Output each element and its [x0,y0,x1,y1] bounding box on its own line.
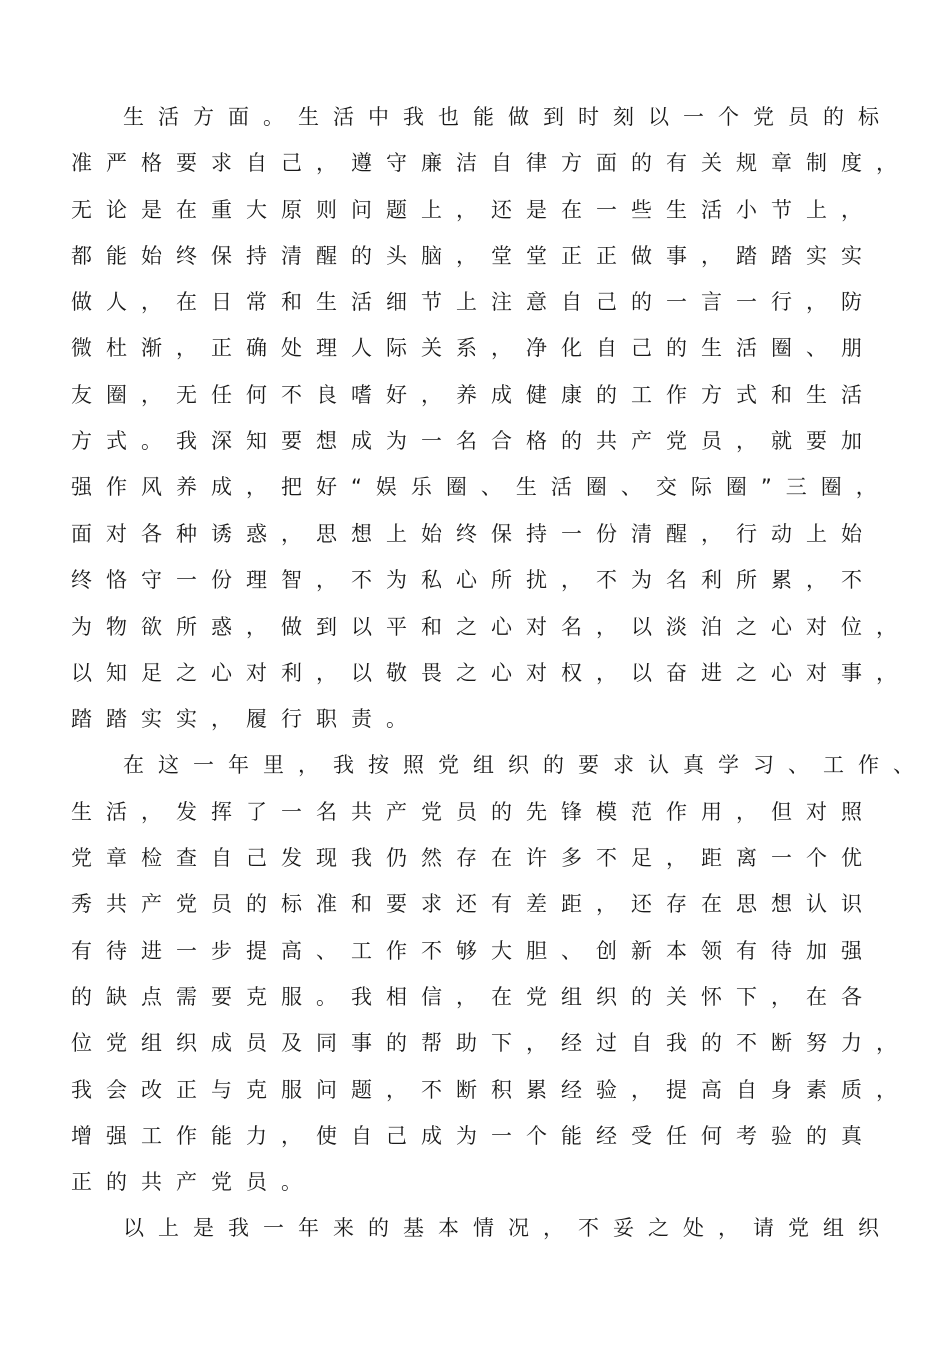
paragraph-line: 党章检查自己发现我仍然存在许多不足，距离一个优 [71,846,876,870]
paragraph-line: 我会改正与克服问题，不断积累经验，提高自身素质， [71,1078,911,1102]
paragraph-line: 做人，在日常和生活细节上注意自己的一言一行，防 [71,290,876,314]
paragraph-line: 的缺点需要克服。我相信，在党组织的关怀下，在各 [71,985,876,1009]
paragraph-line: 在这一年里，我按照党组织的要求认真学习、工作、 [123,753,928,777]
paragraph-line: 友圈，无任何不良嗜好，养成健康的工作方式和生活 [71,383,876,407]
paragraph-line: 秀共产党员的标准和要求还有差距，还存在思想认识 [71,892,876,916]
paragraph-line: 增强工作能力，使自己成为一个能经受任何考验的真 [71,1124,876,1148]
paragraph-line: 都能始终保持清醒的头脑，堂堂正正做事，踏踏实实 [71,244,876,268]
paragraph-line: 终恪守一份理智，不为私心所扰，不为名利所累，不 [71,568,876,592]
paragraph-line: 方式。我深知要想成为一名合格的共产党员，就要加 [71,429,876,453]
paragraph-line: 以上是我一年来的基本情况，不妥之处，请党组织 [123,1216,893,1240]
paragraph-line: 无论是在重大原则问题上，还是在一些生活小节上， [71,198,876,222]
paragraph-line: 强作风养成，把好“娱乐圈、生活圈、交际圈”三圈， [71,475,891,499]
paragraph-line: 面对各种诱惑，思想上始终保持一份清醒，行动上始 [71,522,876,546]
paragraph-line: 微杜渐，正确处理人际关系，净化自己的生活圈、朋 [71,336,876,360]
paragraph-line: 踏踏实实，履行职责。 [71,707,421,731]
paragraph-line: 生活，发挥了一名共产党员的先锋模范作用，但对照 [71,800,876,824]
paragraph-line: 正的共产党员。 [71,1170,316,1194]
paragraph-line: 有待进一步提高、工作不够大胆、创新本领有待加强 [71,939,876,963]
paragraph-line: 生活方面。生活中我也能做到时刻以一个党员的标 [123,105,893,129]
paragraph-line: 以知足之心对利，以敬畏之心对权，以奋进之心对事， [71,661,911,685]
paragraph-line: 为物欲所惑，做到以平和之心对名，以淡泊之心对位， [71,615,911,639]
paragraph-line: 准严格要求自己，遵守廉洁自律方面的有关规章制度， [71,151,911,175]
paragraph-line: 位党组织成员及同事的帮助下，经过自我的不断努力， [71,1031,911,1055]
